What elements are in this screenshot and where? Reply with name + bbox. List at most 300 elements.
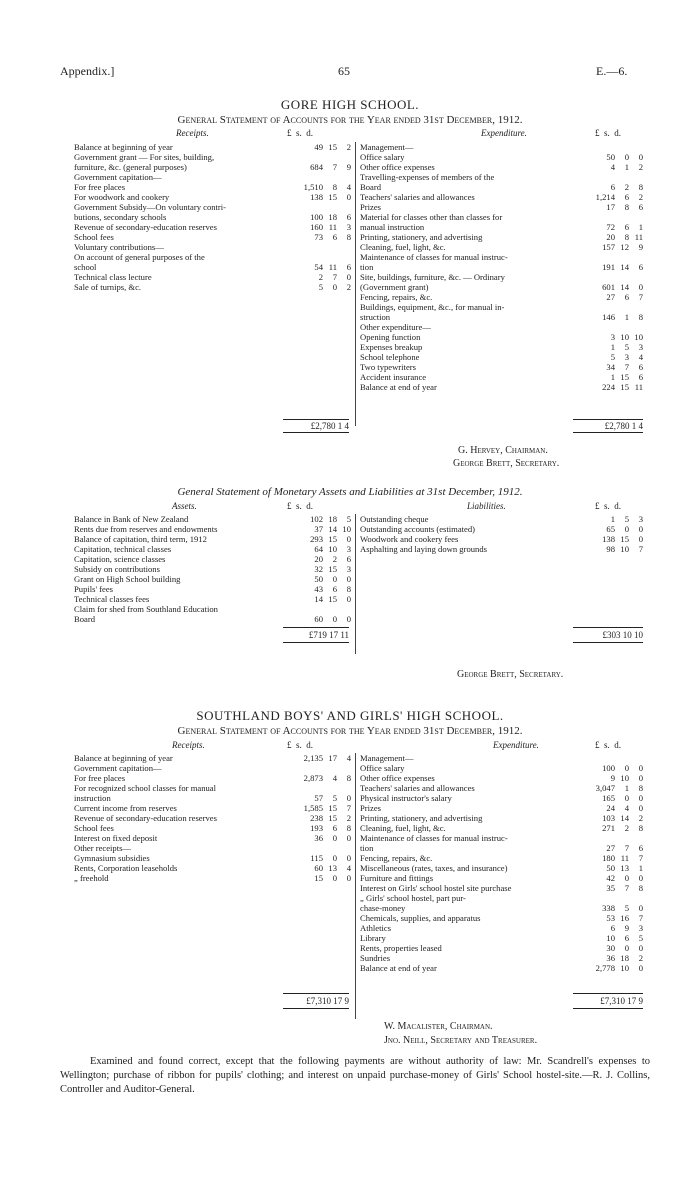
ledger-item-label: Library (360, 933, 386, 943)
ledger-row (74, 564, 351, 574)
amount-pounds (593, 252, 615, 262)
amount-shillings: 15 (328, 564, 337, 574)
amount-shillings: 15 (620, 382, 629, 392)
amount-pounds (593, 833, 615, 843)
amount-pounds: 338 (602, 903, 615, 913)
amount-shillings (323, 252, 337, 262)
amount-pence: 0 (638, 152, 643, 162)
ledger-row (360, 823, 643, 833)
amount-pounds: 2 (318, 272, 323, 282)
amount-shillings: 5 (624, 903, 629, 913)
amount-shillings: 0 (332, 853, 337, 863)
amount-pence: 0 (638, 773, 643, 783)
amount-pence (337, 252, 351, 262)
amount-pence: 0 (638, 282, 643, 292)
ledger-row (74, 793, 351, 803)
amount-pence: 0 (638, 903, 643, 913)
amount-pounds: 115 (310, 853, 323, 863)
amount-pounds: 3,047 (595, 783, 615, 793)
ledger-row (360, 312, 643, 322)
amount-shillings: 11 (328, 262, 337, 272)
ledger-row (74, 833, 351, 843)
ledger-row (74, 252, 351, 262)
amount-shillings: 8 (624, 202, 629, 212)
amount-pounds (593, 172, 615, 182)
ledger-row (360, 943, 643, 953)
amount-shillings: 9 (624, 923, 629, 933)
amount-pence: 4 (638, 352, 643, 362)
amount-pounds: 50 (606, 152, 615, 162)
amount-pence: 9 (638, 242, 643, 252)
amount-shillings: 14 (620, 282, 629, 292)
amount-pence: 8 (638, 783, 643, 793)
ledger-row (360, 342, 643, 352)
amount-pounds: 20 (606, 232, 615, 242)
amount-pounds: 65 (606, 524, 615, 534)
amount-pence: 2 (346, 142, 351, 152)
amount-pounds: 34 (606, 362, 615, 372)
amount-pounds (301, 172, 323, 182)
amount-pence (337, 152, 351, 162)
amount-pence: 8 (346, 232, 351, 242)
amount-pence: 2 (346, 813, 351, 823)
gore-expenditure-total: £2,780 1 4 (604, 421, 643, 431)
gore-liabilities-table (360, 514, 643, 554)
amount-shillings (615, 272, 629, 282)
amount-shillings: 10 (620, 332, 629, 342)
ledger-row (360, 182, 643, 192)
amount-pounds: 2,778 (595, 963, 615, 973)
amount-pounds (301, 783, 323, 793)
ledger-row (74, 212, 351, 222)
gore-assets-currency: £ s. d. (287, 501, 314, 511)
amount-pounds: 193 (310, 823, 323, 833)
amount-shillings (615, 833, 629, 843)
ledger-row (74, 152, 351, 162)
ledger-row (74, 604, 351, 614)
amount-shillings: 18 (328, 514, 337, 524)
amount-pence (337, 763, 351, 773)
amount-pounds: 37 (314, 524, 323, 534)
ledger-item-label: Printing, stationery, and advertising (360, 813, 483, 823)
amount-shillings: 10 (620, 963, 629, 973)
ledger-item-label: For free places (74, 182, 126, 192)
amount-shillings: 11 (328, 222, 337, 232)
amount-shillings: 0 (624, 152, 629, 162)
amount-pence (337, 783, 351, 793)
ledger-item-label: Prizes (360, 202, 382, 212)
ledger-item-label: Claim for shed from Southland Education (74, 604, 218, 614)
ledger-row (74, 524, 351, 534)
amount-pounds: 6 (610, 923, 615, 933)
amount-pence: 8 (638, 823, 643, 833)
amount-pence: 0 (346, 574, 351, 584)
amount-pounds: 271 (602, 823, 615, 833)
amount-pounds: 1 (610, 372, 615, 382)
amount-shillings (615, 172, 629, 182)
ledger-row (360, 763, 643, 773)
amount-shillings (615, 753, 629, 763)
gore-secretary: George Brett, Secretary. (453, 458, 560, 469)
amount-pence: 10 (634, 332, 643, 342)
ledger-item-label: Sale of turnips, &c. (74, 282, 142, 292)
gore-receipts-rule (283, 419, 349, 420)
amount-pence: 8 (638, 182, 643, 192)
amount-pounds: 32 (314, 564, 323, 574)
amount-pounds: 146 (602, 312, 615, 322)
amount-pence: 0 (346, 534, 351, 544)
southland-expenditure-head: Expenditure. (493, 740, 539, 750)
ledger-item-label: instruction (74, 793, 111, 803)
amount-pence: 3 (638, 342, 643, 352)
amount-pounds: 1,585 (303, 803, 323, 813)
amount-shillings: 3 (624, 352, 629, 362)
amount-pounds: 27 (606, 292, 615, 302)
amount-pence (629, 212, 643, 222)
ledger-item-label: Outstanding cheque (360, 514, 429, 524)
ledger-item-label: chase-money (360, 903, 406, 913)
amount-pounds (301, 763, 323, 773)
ledger-item-label: Balance of capitation, third term, 1912 (74, 534, 207, 544)
ledger-item-label: Office salary (360, 763, 405, 773)
amount-shillings: 13 (620, 863, 629, 873)
ledger-item-label: tion (360, 262, 374, 272)
amount-pounds: 10 (606, 933, 615, 943)
ledger-row (74, 823, 351, 833)
ledger-row (74, 514, 351, 524)
ledger-row (360, 322, 643, 332)
ledger-row (360, 843, 643, 853)
ledger-item-label: Balance at beginning of year (74, 142, 173, 152)
ledger-item-label: butions, secondary schools (74, 212, 167, 222)
ledger-item-label: Interest on Girls' school hostel site purchase (360, 883, 512, 893)
ledger-row (74, 162, 351, 172)
ledger-row (360, 863, 643, 873)
amount-pounds: 684 (310, 162, 323, 172)
amount-pounds (593, 753, 615, 763)
amount-pounds: 42 (606, 873, 615, 883)
ledger-row (360, 262, 643, 272)
amount-pence: 0 (638, 534, 643, 544)
ledger-item-label: Printing, stationery, and advertising (360, 232, 483, 242)
amount-shillings: 6 (624, 192, 629, 202)
amount-pence: 0 (346, 594, 351, 604)
gore-receipts-double-rule (283, 432, 349, 433)
ledger-row (360, 152, 643, 162)
amount-pence: 0 (638, 524, 643, 534)
amount-pence: 0 (638, 763, 643, 773)
southland-receipts-table (74, 753, 351, 883)
ledger-item-label: Technical class lecture (74, 272, 152, 282)
ledger-row (360, 933, 643, 943)
amount-pounds: 238 (310, 813, 323, 823)
amount-pence: 2 (638, 813, 643, 823)
gore-liabilities-total: £303 10 10 (602, 630, 643, 640)
ledger-row (74, 262, 351, 272)
gore-title: GORE HIGH SCHOOL. (280, 97, 420, 112)
amount-shillings: 15 (328, 803, 337, 813)
amount-shillings (615, 142, 629, 152)
amount-shillings: 16 (620, 913, 629, 923)
amount-pence: 1 (638, 863, 643, 873)
southland-expenditure-table (360, 753, 643, 973)
southland-statement-title: General Statement of Accounts for the Year ended 31st December, 1912. (177, 725, 523, 737)
amount-pence (629, 893, 643, 903)
ledger-row (74, 843, 351, 853)
amount-shillings: 2 (332, 554, 337, 564)
amount-shillings: 8 (624, 232, 629, 242)
amount-shillings: 0 (332, 873, 337, 883)
amount-shillings: 0 (332, 574, 337, 584)
ledger-row (360, 963, 643, 973)
ledger-item-label: furniture, &c. (general purposes) (74, 162, 187, 172)
amount-shillings: 4 (624, 803, 629, 813)
ledger-item-label: Opening function (360, 332, 421, 342)
amount-pence: 6 (638, 372, 643, 382)
ledger-item-label: Government capitation— (74, 763, 162, 773)
amount-shillings (323, 202, 337, 212)
gore-chairman: G. Hervey, Chairman. (458, 445, 548, 456)
ledger-row (360, 232, 643, 242)
amount-pounds: 73 (314, 232, 323, 242)
amount-pounds: 14 (314, 594, 323, 604)
ledger-item-label: On account of general purposes of the (74, 252, 205, 262)
ledger-item-label: Buildings, equipment, &c., for manual in- (360, 302, 505, 312)
amount-pounds: 4 (610, 162, 615, 172)
amount-pence: 5 (638, 933, 643, 943)
amount-shillings: 7 (624, 843, 629, 853)
amount-pounds: 5 (318, 282, 323, 292)
ledger-row (360, 773, 643, 783)
amount-pounds: 36 (314, 833, 323, 843)
amount-pounds: 3 (610, 332, 615, 342)
amount-pounds: 293 (310, 534, 323, 544)
ledger-item-label: Accident insurance (360, 372, 427, 382)
amount-pounds: 98 (606, 544, 615, 554)
amount-shillings (615, 322, 629, 332)
ledger-row (360, 514, 643, 524)
ledger-row (360, 833, 643, 843)
ledger-item-label: Woodwork and cookery fees (360, 534, 459, 544)
amount-shillings: 17 (328, 753, 337, 763)
ledger-item-label: Rents due from reserves and endowments (74, 524, 218, 534)
amount-pence (337, 172, 351, 182)
amount-shillings: 14 (328, 524, 337, 534)
amount-pence (337, 604, 351, 614)
southland-receipts-currency: £ s. d. (287, 740, 314, 750)
ledger-item-label: struction (360, 312, 391, 322)
ledger-item-label: Travelling-expenses of members of the (360, 172, 495, 182)
ledger-item-label: Material for classes other than classes for (360, 212, 503, 222)
ledger-item-label: Management— (360, 753, 414, 763)
amount-pence: 0 (346, 793, 351, 803)
ledger-item-label: „ Girls' school hostel, part pur- (360, 893, 466, 903)
amount-shillings: 15 (328, 534, 337, 544)
ledger-item-label: School fees (74, 232, 114, 242)
amount-pounds: 30 (606, 943, 615, 953)
gore-assets-head: Assets. (172, 501, 197, 511)
amount-shillings: 8 (332, 182, 337, 192)
amount-shillings (615, 252, 629, 262)
amount-pounds (301, 152, 323, 162)
amount-pounds: 100 (602, 763, 615, 773)
ledger-item-label: For free places (74, 773, 126, 783)
ledger-row (360, 292, 643, 302)
ledger-row (74, 232, 351, 242)
amount-pounds (593, 212, 615, 222)
amount-pence (629, 753, 643, 763)
ledger-item-label: Management— (360, 142, 414, 152)
amount-pence: 0 (638, 873, 643, 883)
ledger-item-label: Maintenance of classes for manual instruc- (360, 833, 508, 843)
gore-secretary-2: George Brett, Secretary. (457, 669, 564, 680)
amount-pence: 0 (638, 793, 643, 803)
amount-pence (337, 242, 351, 252)
amount-pounds (301, 252, 323, 262)
amount-pounds: 50 (314, 574, 323, 584)
amount-pence (629, 272, 643, 282)
amount-pence: 0 (638, 803, 643, 813)
ledger-row (360, 544, 643, 554)
amount-pence: 4 (346, 753, 351, 763)
amount-shillings: 12 (620, 242, 629, 252)
amount-shillings: 7 (624, 362, 629, 372)
amount-pence: 0 (346, 853, 351, 863)
ledger-item-label: Capitation, science classes (74, 554, 166, 564)
ledger-row (74, 182, 351, 192)
amount-shillings: 13 (328, 863, 337, 873)
amount-pounds: 191 (602, 262, 615, 272)
ledger-item-label: Teachers' salaries and allowances (360, 783, 475, 793)
ledger-row (360, 923, 643, 933)
ledger-item-label: Furniture and fittings (360, 873, 434, 883)
amount-shillings: 0 (624, 943, 629, 953)
amount-pounds (301, 202, 323, 212)
ledger-row (360, 813, 643, 823)
amount-pence: 7 (638, 544, 643, 554)
gore-receipts-table (74, 142, 351, 292)
amount-shillings: 1 (624, 162, 629, 172)
ledger-row (74, 534, 351, 544)
ledger-item-label: Other expenditure— (360, 322, 431, 332)
amount-shillings (323, 172, 337, 182)
ledger-item-label: Physical instructor's salary (360, 793, 452, 803)
amount-shillings: 15 (328, 594, 337, 604)
ledger-row (360, 272, 643, 282)
amount-pounds: 1,214 (595, 192, 615, 202)
amount-pence: 7 (346, 803, 351, 813)
ledger-item-label: Expenses breakup (360, 342, 423, 352)
amount-pence: 3 (346, 544, 351, 554)
ledger-row (360, 524, 643, 534)
amount-pence: 7 (638, 292, 643, 302)
ledger-item-label: Sundries (360, 953, 391, 963)
amount-pence: 7 (638, 913, 643, 923)
ledger-row (74, 222, 351, 232)
amount-pence: 8 (346, 823, 351, 833)
ledger-item-label: School fees (74, 823, 114, 833)
ledger-row (360, 913, 643, 923)
gore-expenditure-head: Expenditure. (481, 128, 527, 138)
ledger-item-label: Balance at end of year (360, 382, 437, 392)
amount-shillings: 6 (332, 823, 337, 833)
gore-expenditure-currency: £ s. d. (595, 128, 622, 138)
amount-pence: 2 (638, 192, 643, 202)
ledger-row (360, 162, 643, 172)
ledger-row (360, 382, 643, 392)
ledger-item-label: manual instruction (360, 222, 425, 232)
ledger-row (360, 953, 643, 963)
amount-shillings: 0 (332, 282, 337, 292)
amount-pence (629, 833, 643, 843)
southland-receipts-rule (283, 993, 349, 994)
ledger-row (360, 783, 643, 793)
ledger-item-label: Technical classes fees (74, 594, 150, 604)
amount-pence (629, 142, 643, 152)
amount-shillings: 15 (620, 534, 629, 544)
amount-pence: 8 (346, 584, 351, 594)
amount-pence: 0 (346, 614, 351, 624)
ledger-item-label: Rents, Corporation leaseholds (74, 863, 178, 873)
amount-pounds: 60 (314, 863, 323, 873)
amount-pounds: 1 (610, 514, 615, 524)
gore-column-divider (355, 142, 356, 426)
auditor-note: Examined and found correct, except that the following payments are without authority of law: Mr. Scandrell's expenses to Wellington; purchase of ribbon for pupils' clothing; and interest on unpaid purchase-money of Girls' School hostel-site.—R. J. Collins, Controller and Auditor-General. (60, 1056, 650, 1095)
amount-pounds (593, 893, 615, 903)
ledger-row (360, 172, 643, 182)
amount-pounds: 53 (606, 913, 615, 923)
amount-pounds: 138 (310, 192, 323, 202)
southland-title: SOUTHLAND BOYS' AND GIRLS' HIGH SCHOOL. (196, 708, 504, 723)
ledger-row (74, 873, 351, 883)
amount-shillings: 5 (332, 793, 337, 803)
amount-pence: 9 (346, 162, 351, 172)
ledger-item-label: Balance at beginning of year (74, 753, 173, 763)
southland-receipts-double-rule (283, 1008, 349, 1009)
southland-expenditure-currency: £ s. d. (595, 740, 622, 750)
appendix-label: Appendix.] (60, 64, 115, 78)
amount-shillings: 0 (332, 833, 337, 843)
amount-shillings: 7 (332, 162, 337, 172)
amount-pounds: 72 (606, 222, 615, 232)
amount-pence (337, 202, 351, 212)
amount-pounds: 103 (602, 813, 615, 823)
ledger-item-label: School telephone (360, 352, 420, 362)
ledger-row (360, 192, 643, 202)
amount-shillings (615, 893, 629, 903)
ledger-item-label: For recognized school classes for manual (74, 783, 216, 793)
amount-pounds: 5 (610, 352, 615, 362)
amount-shillings: 1 (624, 312, 629, 322)
gore-assets-double-rule (283, 642, 349, 643)
amount-pence: 2 (638, 162, 643, 172)
amount-pence: 0 (346, 873, 351, 883)
southland-column-divider (355, 753, 356, 1019)
ledger-row (360, 362, 643, 372)
amount-pence: 6 (346, 554, 351, 564)
amount-shillings: 11 (620, 853, 629, 863)
amount-pounds: 49 (314, 142, 323, 152)
ledger-row (360, 282, 643, 292)
amount-pence: 6 (638, 362, 643, 372)
amount-pounds: 24 (606, 803, 615, 813)
amount-shillings: 6 (332, 584, 337, 594)
amount-shillings: 10 (620, 544, 629, 554)
amount-pence: 4 (346, 863, 351, 873)
southland-chairman: W. Macalister, Chairman. (384, 1021, 493, 1032)
amount-pence: 4 (346, 182, 351, 192)
amount-pence: 3 (346, 222, 351, 232)
